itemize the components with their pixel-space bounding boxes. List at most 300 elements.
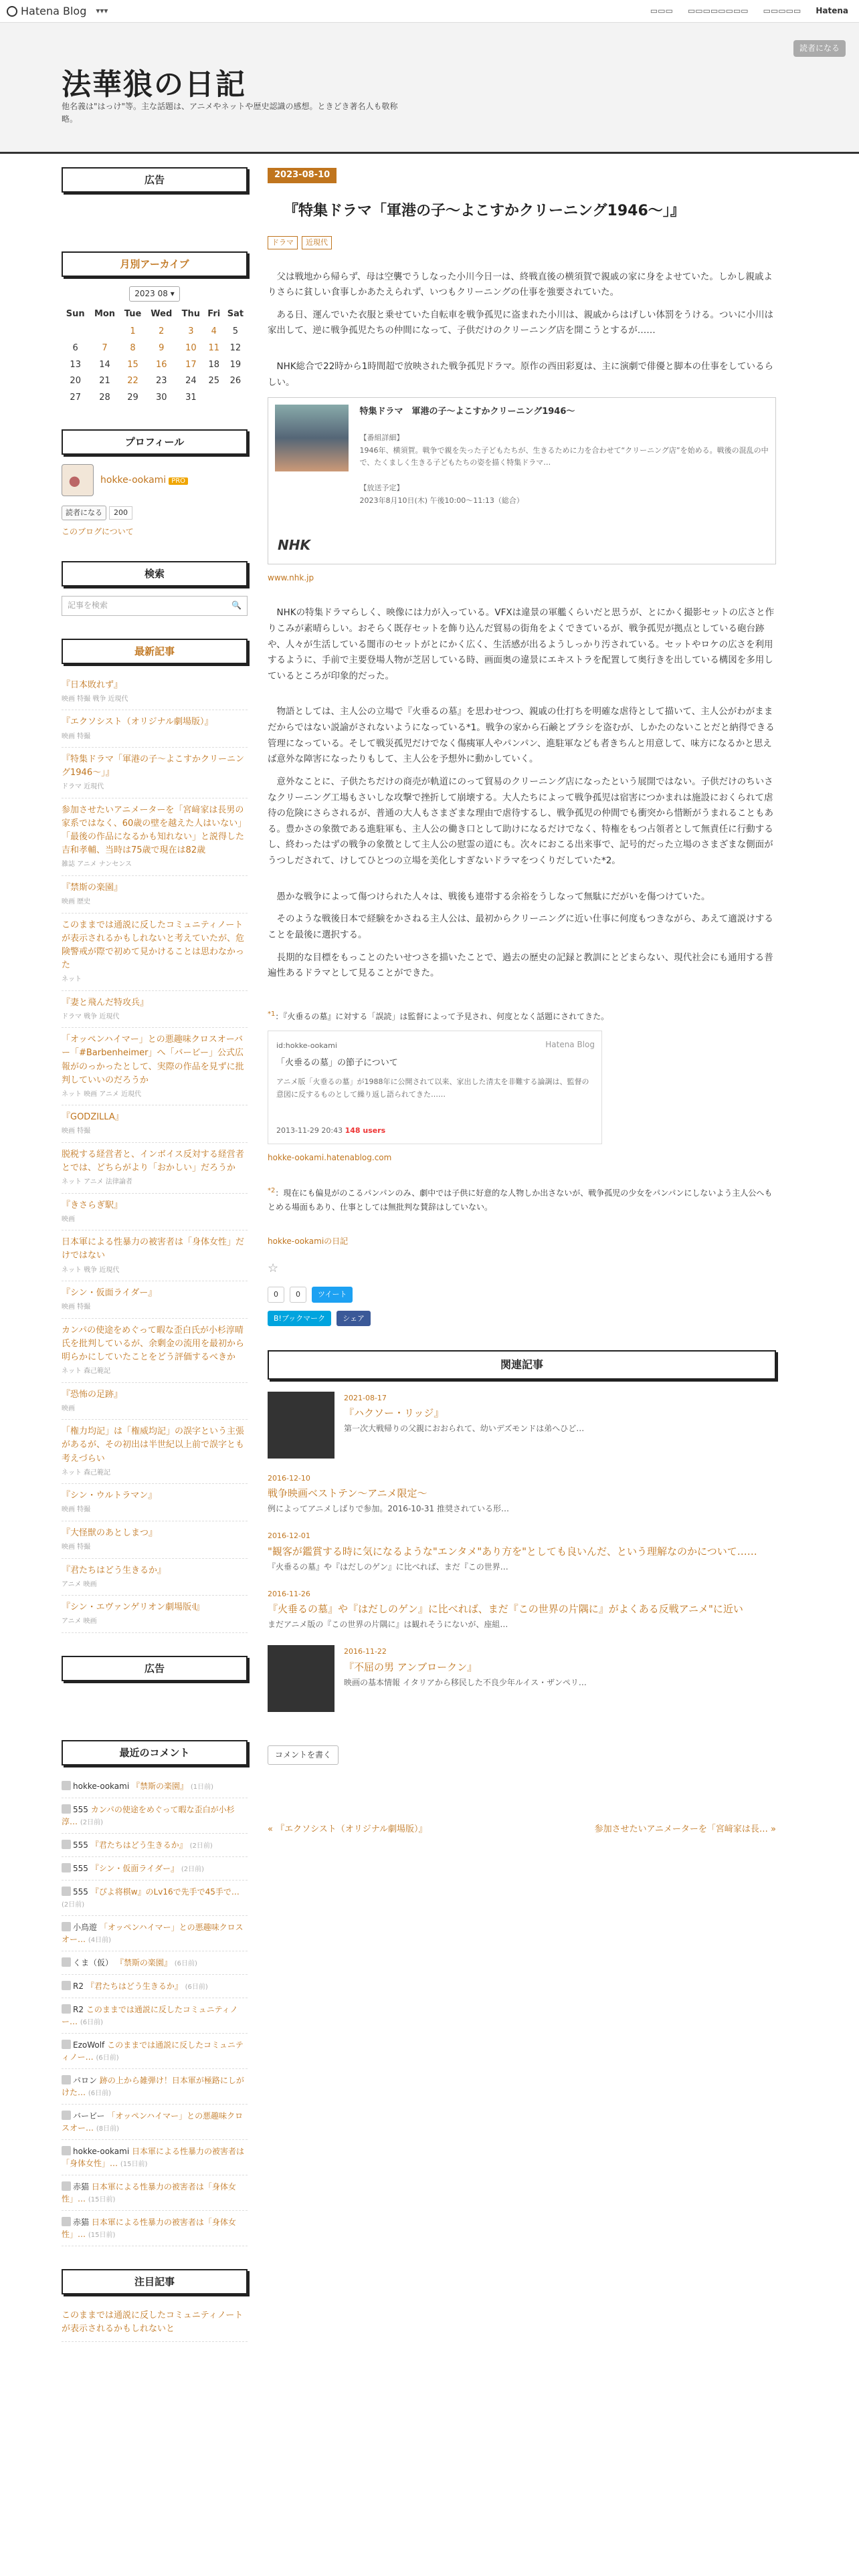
calendar-day-header: Fri [207, 309, 221, 320]
article [268, 167, 776, 1838]
calendar-day: 31 [185, 393, 197, 403]
paragraph: そのような戦後日本で経験をかさねる主人公は、最初からクリーニングに近い仕事に何度もつきながら、あえて適説けすることを最後に選択する。 [268, 914, 773, 940]
article-title[interactable]: 『特集ドラマ「軍港の子〜よこすかクリーニング1946〜」』 [284, 202, 685, 219]
related-entry [268, 1472, 776, 1517]
commenter-avatar [62, 1804, 71, 1814]
calendar-day: 29 [127, 393, 138, 403]
hatena-blog-label: Hatena Blog [21, 4, 87, 17]
comment-time: (2日前) [62, 1901, 85, 1909]
calendar-day [62, 324, 89, 340]
calendar-day: 23 [155, 376, 167, 387]
recent-comment [62, 1857, 248, 1881]
recent-comment [62, 2175, 248, 2211]
subscriber-count: 200 [109, 506, 132, 520]
calendar-day-header: Mon [94, 309, 116, 320]
related-entry-text [268, 1529, 776, 1574]
commenter-name: パロン [73, 2075, 98, 2085]
related-title-link[interactable]: 『ハクソー・リッジ』 [344, 1407, 444, 1420]
related-entry [268, 1645, 776, 1712]
latest-entry-tags[interactable]: ネット 森己範記 [62, 1368, 111, 1376]
pro-badge: PRO [169, 477, 188, 485]
featured-list [62, 2304, 248, 2342]
calendar-day: 30 [155, 393, 167, 403]
commenter-name: R2 [73, 2004, 84, 2014]
related-thumbnail[interactable] [268, 1392, 335, 1459]
latest-entry-link[interactable]: 『GODZILLA』 [62, 1112, 124, 1123]
latest-entry-tags[interactable]: 映画 特撮 [62, 1506, 91, 1514]
commenter-avatar [62, 2111, 71, 2120]
latest-entry-link[interactable]: 『日本敗れず』 [62, 679, 123, 690]
latest-entry-link[interactable]: 参加させたいアニメーターを「宮﨑家は長男の家系ではなく、60歳の壁を越えた人はいない」「最後の作品になるかも知れない」と説得した吉和孝輔、当時は75歳で現在は82歳 [62, 804, 247, 856]
latest-entry-link[interactable]: 『妻と飛んだ特攻兵』 [62, 997, 149, 1008]
paragraph: NHKの特集ドラマらしく、映像には力が入っている。VFXは違景の軍艦くらいだと思うが、とにかく撮影セットの広さと作りこみが素晴らしい。おそらく既存セットを飾り込んだ貿易の街角をよくできているが、戦争孤児が拠点としている砲台跡や、人々が生活している闇市のセットがとにかく広く、生活感が出るようしっかり汚されている。セットやロケの広さを利用するように、手前で主要登場人物が芝居している時、画面奥の違景にエキストラを配置して奥行きを出している構図を多用しているところが印象的だった。 [268, 607, 775, 681]
global-header [0, 0, 859, 23]
related-list [268, 1392, 776, 1713]
ad-module [62, 167, 248, 229]
latest-entry [62, 914, 248, 991]
related-entry-text [268, 1588, 776, 1632]
latest-entry [62, 1521, 248, 1559]
recent-comment [62, 2105, 248, 2140]
comment-time: (15日前) [120, 2160, 148, 2168]
related-desc: 第一次大戦帰りの父親におおられて、幼いデズモンドは弟へひど… [344, 1424, 585, 1434]
calendar-day[interactable]: 9 [159, 342, 165, 353]
nhk-embed-card[interactable] [268, 397, 776, 564]
ad-space-2 [62, 1691, 248, 1717]
comment-entry-link[interactable]: 『禁斯の楽園』 [115, 1957, 172, 1967]
header-item-subscriptions[interactable]: ▭▭▭▭▭▭▭▭ [687, 5, 749, 15]
comment-entry-link[interactable]: 『君たちはどう生きるか』 [86, 1981, 183, 1991]
about-link[interactable]: このブログについて [62, 526, 134, 536]
paragraph: ある日、運んでいた衣服と乗せていた自転車を戦争孤児に盗まれた小川は、親戚からはげしい体罰をうける。ついに小川は家出して、逆に戦争孤児たちの仲間になって、子供だけのクリーニング店を開こうとするが…… [268, 309, 773, 336]
hatena-embed-source[interactable]: hokke-ookami.hatenablog.com [268, 1152, 392, 1162]
calendar-day[interactable]: 17 [185, 359, 197, 370]
commenter-avatar [62, 1781, 71, 1790]
latest-entry-tags[interactable]: 映画 特撮 [62, 732, 91, 740]
embed-description: 1946年、横須賀。戦争で親を失った子どもたちが、生きるために力を合わせて“クリーニング店”を始める。戦後の混乱の中で、たくましく生きる子どもたちの姿を描く特集ドラマ… [359, 445, 769, 467]
commenter-name: hokke-ookami [73, 2146, 130, 2156]
calendar-day: 21 [99, 376, 110, 387]
featured-entry-link[interactable]: このままでは通説に反したコミュニティノートが表示されるかもしれないと [62, 2310, 244, 2334]
latest-entry [62, 1596, 248, 1633]
profile-row [62, 464, 248, 496]
footnote-1: $^{*1}$：『火垂るの墓』に対する「誤読」は監督によって予見され、何度となく話題にされてきた。 [268, 1010, 609, 1021]
global-header-right [650, 5, 848, 17]
commenter-avatar [62, 2040, 71, 2049]
featured-entry [62, 2304, 248, 2342]
latest-entry-link[interactable]: 『大怪獣のあとしまつ』 [62, 1527, 158, 1538]
embed-user: id:hokke-ookami [276, 1041, 337, 1050]
embed-schedule-label: 【放送予定】 [359, 483, 404, 492]
search-module [62, 561, 248, 616]
comment-entry-link[interactable]: 『シン・仮面ライダー』 [90, 1863, 179, 1873]
latest-entry [62, 1420, 248, 1484]
recent-comment [62, 2034, 248, 2069]
latest-entry-tags[interactable]: アニメ 映画 [62, 1580, 97, 1588]
commenter-name: 赤猫 [73, 2217, 90, 2227]
paragraph: 物語としては、主人公の立場で『火垂るの墓』を思わせつつ、親戚の仕打ちを明確な虐待として描いて、主人公がわがままだからではない説諭がされないようになっている*1。戦争の家から石鹸とブラシを盗むが、しかたのないことだと納得できる管理になっている。そして戦災孤児だけでなく傷痍軍人やパンパン、進駐軍なども者きちんと用意して、味方になるかと思えば意外な障害になったりもして、主人公を予想外に動かしていく。 [268, 706, 775, 765]
search-input[interactable] [62, 596, 248, 616]
latest-entry-tags[interactable]: ネット 森己範記 [62, 1469, 111, 1477]
article-tag[interactable]: ドラマ [268, 236, 298, 249]
latest-entry [62, 1383, 248, 1420]
latest-entry-tags[interactable]: アニメ 映画 [62, 1618, 97, 1626]
commenter-name: くま（仮） [73, 1957, 114, 1967]
comment-time: (8日前) [96, 2125, 120, 2133]
latest-entry [62, 798, 248, 876]
calendar-day: 20 [70, 376, 81, 387]
latest-entry-tags[interactable]: ネット 映画 アニメ 近現代 [62, 1090, 142, 1098]
calendar-day-header: Tue [124, 309, 142, 320]
latest-entry-link[interactable]: カンパの使途をめぐって暇な歪白氏が小杉淳晴氏を批判しているが、余剰金の流用を最初から明らかにしていたことをどう評価するべきか [62, 1325, 245, 1363]
hatena-embed-desc: アニメ版「火垂るの墓」が1988年に公開されて以来、家出した清太を非難する論調は、監督の意図に反するものとして繰り返し語られてきた…… [276, 1077, 589, 1099]
calendar-day [89, 324, 120, 340]
comment-entry-link[interactable]: このままでは通説に反したコミュニティノー… [62, 2040, 244, 2062]
comment-entry-link[interactable]: 日本軍による性暴力の被害者は「身体女性」… [62, 2146, 244, 2168]
related-date: 2016-12-10 [268, 1473, 310, 1483]
calendar-day[interactable]: 1 [130, 326, 136, 336]
featured-title: 注目記事 [62, 2269, 248, 2294]
calendar-day[interactable]: 2 [159, 326, 165, 336]
hatena-blog-embed-card[interactable] [268, 1031, 602, 1144]
calendar-day: 25 [208, 376, 219, 387]
recent-comments-title: 最近のコメント [62, 1740, 248, 1765]
profile-name[interactable]: hokke-ookami [100, 474, 167, 486]
star-icon[interactable]: ☆ [268, 1261, 279, 1275]
comment-time: (4日前) [88, 1936, 112, 1944]
latest-entries-module [62, 639, 248, 1633]
latest-entry-link[interactable]: 『特集ドラマ「軍港の子〜よこすかクリーニング1946〜」』 [62, 754, 245, 778]
latest-entry-link[interactable]: 『エクソシスト（オリジナル劇場版）』 [62, 717, 213, 728]
recent-comment [62, 2211, 248, 2246]
embed-text [359, 405, 769, 557]
commenter-name: hokke-ookami [73, 1781, 130, 1791]
commenter-avatar [62, 2146, 71, 2155]
hatena-logo-icon [7, 6, 17, 17]
related-date: 2016-12-01 [268, 1531, 310, 1541]
tweet-button[interactable]: ツイート [312, 1287, 353, 1302]
latest-entry-tags[interactable]: 映画 歴史 [62, 898, 91, 906]
comment-time: (15日前) [88, 2195, 116, 2204]
bookmark-count[interactable]: 0 [268, 1287, 284, 1302]
author-link[interactable]: hokke-ookamiの日記 [268, 1236, 349, 1246]
commenter-name: 赤猫 [73, 2181, 90, 2191]
related-date: 2016-11-22 [344, 1647, 387, 1656]
latest-entry-link[interactable]: 『シン・ウルトラマン』 [62, 1491, 157, 1501]
search-icon[interactable]: 🔍 [231, 601, 242, 611]
recent-comments-list [62, 1775, 248, 2246]
archive-module [62, 251, 248, 407]
paragraph: 長期的な目標をもっことのたいせつさを描いたことで、過去の歴史の記録と教訓にとどまらない、現代社会にも通用する普遍性あるドラマとして見ることができた。 [268, 952, 773, 979]
paragraph: NHK総合で22時から1時間超で放映された戦争孤児ドラマ。原作の西田彩夏は、主に演劇で俳優と脚本の仕事をしているらしい。 [268, 361, 774, 388]
next-entry-link[interactable]: 参加させたいアニメーターを「宮﨑家は長… » [594, 1824, 776, 1835]
latest-entry-link[interactable]: 『きさらぎ駅』 [62, 1200, 123, 1210]
comment-time: (2日前) [80, 1818, 104, 1826]
commenter-name: R2 [73, 1981, 84, 1991]
search-placeholder: 記事を検索 [68, 601, 108, 611]
recent-comment [62, 1775, 248, 1798]
archive-title[interactable]: 月別アーカイブ [62, 251, 248, 277]
calendar-day: 28 [99, 393, 110, 403]
latest-entries-list [62, 673, 248, 1633]
latest-entry [62, 1194, 248, 1231]
comment-entry-link[interactable]: カンパの使途をめぐって暇な歪白が小杉淳… [62, 1804, 235, 1826]
embed-thumbnail [275, 405, 349, 471]
calendar-day[interactable]: 10 [185, 342, 197, 353]
latest-entry-link[interactable]: 『禁斯の楽園』 [62, 882, 123, 893]
commenter-avatar [62, 2004, 71, 2014]
nhk-logo: NHK [278, 537, 310, 554]
latest-entry [62, 1319, 248, 1383]
comment-entry-link[interactable]: 『君たちはどう生きるか』 [90, 1840, 187, 1850]
ad-title: 広告 [62, 167, 248, 193]
commenter-name: 555 [73, 1804, 88, 1814]
featured-module [62, 2269, 248, 2342]
related-title: 関連記事 [268, 1350, 776, 1380]
latest-entry-link[interactable]: 「権力均記」は「権威均記」の誤字という主張があるが、その初出は半世紀以上前で誤字とも考えづらい [62, 1426, 245, 1464]
latest-entry [62, 1230, 248, 1281]
article-tags [268, 236, 776, 249]
calendar-day[interactable]: 16 [155, 359, 167, 370]
bookmark-button[interactable]: B!ブックマーク [268, 1311, 331, 1326]
avatar[interactable] [62, 464, 94, 496]
search-title: 検索 [62, 561, 248, 586]
latest-entries-title[interactable]: 最新記事 [62, 639, 248, 664]
latest-entry-link[interactable]: 『シン・エヴァンゲリオン劇場版𝄇』 [62, 1602, 205, 1613]
recent-comment [62, 2140, 248, 2175]
prev-entry-link[interactable]: « 『エクソシスト（オリジナル劇場版）』 [268, 1824, 427, 1835]
recent-comment [62, 1916, 248, 1951]
blog-title[interactable]: 法華狼の日記 [62, 68, 246, 102]
hatena-blog-logo[interactable] [7, 3, 86, 20]
calendar-day: 6 [72, 342, 78, 353]
sidebar-subscribe-button[interactable]: 読者になる [62, 506, 106, 520]
article-body [268, 270, 776, 1838]
latest-entry-link[interactable]: 「オッペンハイマー」との悪趣味クロスオーバー「#Barbenheimer」へ「バービー」公式広報がのっかったとして、実際の作品を見ずに批判していいのだろうか [62, 1035, 244, 1085]
header-item-myblog[interactable]: ▭▭▭▭▭ [763, 5, 801, 15]
share-labels [268, 1311, 776, 1326]
latest-entry [62, 1105, 248, 1143]
comment-entry-link[interactable]: このままでは通説に反したコミュニティノー… [62, 2004, 238, 2026]
calendar-day: 26 [229, 376, 242, 387]
calendar-day-header: Wed [151, 309, 173, 320]
recent-comment [62, 1834, 248, 1857]
share-buttons [268, 1287, 776, 1302]
latest-entry [62, 991, 248, 1029]
related-date: 2021-08-17 [344, 1393, 387, 1402]
latest-entry-tags[interactable]: 映画 特撮 [62, 1543, 91, 1551]
comment-time: (1日前) [190, 1783, 213, 1791]
calendar-day [205, 390, 223, 407]
latest-entry-link[interactable]: 日本軍による性暴力の被害者は「身体女性」だけではない [62, 1237, 245, 1261]
commenter-name: 555 [73, 1863, 88, 1873]
related-entry [268, 1529, 776, 1574]
latest-entry-tags[interactable]: 映画 特撮 戦争 近現代 [62, 695, 128, 703]
blog-header [0, 23, 859, 154]
latest-entry [62, 1281, 248, 1319]
footnote-2-text: 現在にも偏見がのこるパンパンのみ、劇中では子供に好意的な人物しか出さないが、戦争孤児の少女をパンパンにしないよう主人公へもとめる場面もあり、仕事としては無批判な賛辞はしていない。 [268, 1188, 773, 1212]
calendar-day[interactable]: 11 [208, 342, 219, 353]
latest-entry [62, 1484, 248, 1521]
hatena-embed-title: 「火垂るの墓」の節子について [276, 1058, 398, 1069]
calendar-day[interactable]: 3 [188, 326, 194, 336]
related-title-link[interactable]: 『火垂るの墓』や『はだしのゲン』に比べれば、まだ『この世界の片隅に』がよくある反戦アニメ"に近い [268, 1603, 743, 1616]
subscribe-widget [62, 506, 248, 520]
comment-time: (15日前) [88, 2231, 116, 2239]
commenter-avatar [62, 2217, 71, 2226]
latest-entry-tags[interactable]: ドラマ 近現代 [62, 783, 104, 791]
comment-time: (6日前) [88, 2089, 112, 2097]
latest-entry-link[interactable]: 脱税する経営者と、インボイス反対する経営者とでは、どちらがより「おかしい」だろうか [62, 1149, 244, 1174]
calendar-day [223, 390, 248, 407]
latest-entry [62, 876, 248, 914]
comment-entry-link[interactable]: 日本軍による性暴力の被害者は「身体女性」… [62, 2217, 236, 2239]
related-desc: 『火垂るの墓』や『はだしのゲン』に比べれば、まだ『この世界… [268, 1562, 508, 1572]
comment-time: (6日前) [185, 1983, 208, 1991]
hatena-link[interactable]: Hatena [816, 5, 848, 15]
commenter-avatar [62, 1840, 71, 1849]
comment-time: (6日前) [96, 2054, 119, 2062]
recent-comment [62, 1951, 248, 1975]
related-entry-text [344, 1645, 587, 1712]
latest-entry-link[interactable]: このままでは通説に反したコミュニティノートが表示されるかもしれないと考えていたが、危険警戒が際で初めて見かけることは思わなかった [62, 920, 245, 970]
related-entry [268, 1392, 776, 1459]
subscribe-button[interactable]: 読者になる [793, 40, 846, 57]
sidebar [62, 167, 248, 2365]
profile-title: プロフィール [62, 429, 248, 455]
recent-comment [62, 1798, 248, 1834]
related-entry [268, 1588, 776, 1632]
calendar-day[interactable]: 22 [127, 376, 138, 387]
embed-source-link[interactable]: www.nhk.jp [268, 573, 314, 583]
latest-entry [62, 710, 248, 748]
comment-entry-link[interactable]: 「オッペンハイマー」との悪趣味クロスオー… [62, 1922, 244, 1944]
comment-entry-link[interactable]: 「オッペンハイマー」との悪趣味クロスオー… [62, 2111, 244, 2133]
latest-entry [62, 748, 248, 798]
commenter-avatar [62, 1957, 71, 1967]
latest-entry-tags[interactable]: 雑誌 アニメ ナンセンス [62, 861, 132, 869]
comment-time: (6日前) [174, 1959, 197, 1967]
embed-label: 【番組詳細】 [359, 433, 404, 443]
commenter-avatar [62, 1863, 71, 1872]
recent-comment [62, 1975, 248, 1998]
embed-schedule: 2023年8月10日(木) 午後10:00〜11:13（総合） [359, 496, 524, 505]
profile-module [62, 429, 248, 538]
calendar-day: 27 [70, 393, 81, 403]
ad-title-2: 広告 [62, 1656, 248, 1681]
comment-entry-link[interactable]: 『禁斯の楽園』 [131, 1781, 188, 1791]
share-button[interactable]: シェア [337, 1311, 371, 1326]
blog-description: 他名義は"はっけ"等。主な話題は、アニメやネットや歴史認識の感想。ときどき著名人も敬称略。 [62, 102, 398, 124]
related-title-link[interactable]: 戦争映画ベストテン〜アニメ限定〜 [268, 1487, 427, 1500]
paragraph: 愚かな戦争によって傷つけられた人々は、戦後も連帯する余裕をうしなって無駄にだがいを傷つけていた。 [268, 891, 710, 902]
latest-entry [62, 1143, 248, 1194]
hatena-embed-date: 2013-11-29 20:43 [276, 1125, 343, 1135]
recent-comments-module [62, 1740, 248, 2246]
calendar-day[interactable]: 4 [211, 326, 217, 336]
calendar-day: 5 [232, 326, 239, 336]
paragraph: 意外なことに、子供たちだけの商売が軌道にのって貿易のクリーニング店になったという展開ではない。子供だけのちいさなクリーニング工場もさいしな攻撃で挫折して崩壊する。大人たちによって戦争孤児は宿害につかまれは施設におくられて虐待の危険にさらされるが、普通の大人もさまざまな理由で虐待するし、戦争孤児の仲間でも衝突から惜断がうまれることもある。豊かさの象徴である進駐軍も、主人公の働き口として助けになるだけでなく、特権をもつ占領者として無責任に行動するし、終わったはずの戦争の象徴として主人公の慰霊の道にも。次々におこる出来事で、記号的だった立場のさまざまな側面がうつしだされて、けしてひとつの立場を美化しすぎないドラマをつくりだしていた*2。 [268, 776, 773, 867]
latest-entry-link[interactable]: 『恐怖の足跡』 [62, 1389, 123, 1400]
latest-entry-tags[interactable]: ネット [62, 976, 82, 984]
comment-time: (2日前) [189, 1842, 213, 1850]
latest-entry-tags[interactable]: ネット アニメ 法律論者 [62, 1178, 132, 1186]
latest-entry-tags[interactable]: 映画 [62, 1215, 75, 1223]
calendar-day: 14 [99, 359, 110, 370]
comment-entry-link[interactable]: 跡の上から雑弾け！日本軍が極路にしがけた… [62, 2075, 244, 2097]
recent-comment [62, 2069, 248, 2105]
latest-entry-link[interactable]: 『シン・仮面ライダー』 [62, 1288, 157, 1299]
related-thumbnail[interactable] [268, 1645, 335, 1712]
latest-entry-tags[interactable]: ネット 戦争 近現代 [62, 1266, 120, 1274]
calendar-day: 18 [208, 359, 219, 370]
paragraph: 父は戦地から帰らず、母は空襲でうしなった小川今日一は、終戦直後の横須賀で親戚の家に身をよせていた。しかし親戚よりさらに貧しい食事しかあたえられず、いつもクリーニングの仕事を強要されていた。 [268, 271, 773, 298]
calendar-day: 13 [70, 359, 81, 370]
calendar-day-header: Sat [227, 309, 244, 320]
commenter-avatar [62, 2181, 71, 2191]
latest-entry-tags[interactable]: 映画 特撮 [62, 1128, 91, 1136]
related-title-link[interactable]: "観客が鑑賞する時に気になるような"エンタメ"あり方を"としても良いんだ、という理解なのかについて…… [268, 1545, 757, 1558]
footnote-1-text: 『火垂るの墓』に対する「誤読」は監督によって予見され、何度となく話題にされてきた。 [283, 1011, 609, 1021]
latest-entry-tags[interactable]: 映画 特撮 [62, 1303, 91, 1311]
commenter-name: 555 [73, 1887, 88, 1897]
calendar-day: 12 [229, 342, 242, 353]
global-menu[interactable]: ▾▾▾ [96, 5, 108, 15]
latest-entry [62, 673, 248, 711]
article-date[interactable]: 2023-08-10 [268, 168, 337, 183]
latest-entry-link[interactable]: 『君たちはどう生きるか』 [62, 1565, 167, 1576]
article-tag[interactable]: 近現代 [302, 236, 332, 249]
related-desc: 例によってアニメしばりで参加。2016-10-31 推奨されている形… [268, 1504, 509, 1514]
embed-title: 特集ドラマ 軍港の子〜よこすかクリーニング1946〜 [359, 407, 575, 417]
latest-entry-tags[interactable]: ドラマ 戦争 近現代 [62, 1012, 120, 1021]
calendar-day-header: Sun [66, 309, 85, 320]
latest-entry-tags[interactable]: 映画 [62, 1404, 75, 1412]
comment-time: (6日前) [80, 2018, 104, 2026]
write-comment-button[interactable]: コメントを書く [268, 1745, 339, 1765]
comment-entry-link[interactable]: 日本軍による性暴力の被害者は「身体女性」… [62, 2181, 236, 2204]
hatena-blog-brand: Hatena Blog [545, 1039, 595, 1049]
recent-comment [62, 1881, 248, 1916]
ad-module-2 [62, 1656, 248, 1717]
recent-comment [62, 1998, 248, 2034]
commenter-name: 小鳥遊 [73, 1922, 98, 1932]
comment-entry-link[interactable]: 『ぴよ将棋w』のLv16で先手で45手で… [90, 1887, 240, 1897]
comment-time: (2日前) [181, 1865, 205, 1873]
related-title-link[interactable]: 『不屈の男 アンブロークン』 [344, 1660, 478, 1673]
archive-calendar [62, 306, 248, 407]
calendar-day: 19 [229, 359, 242, 370]
calendar-day: 24 [185, 376, 197, 387]
latest-entry [62, 1559, 248, 1596]
calendar-day[interactable]: 8 [130, 342, 136, 353]
archive-month-value: 2023 08 [134, 289, 168, 298]
calendar-day[interactable]: 7 [102, 342, 108, 353]
pager [268, 1822, 776, 1838]
header-item-write[interactable]: ▭▭▭ [650, 5, 673, 15]
share-count[interactable]: 0 [290, 1287, 306, 1302]
bookmark-users[interactable]: 148 users [345, 1125, 386, 1135]
related-date: 2016-11-26 [268, 1589, 310, 1598]
related-desc: まだアニメ版の『この世界の片隅に』は観れそうにないが、座組… [268, 1620, 508, 1630]
commenter-name: 555 [73, 1840, 88, 1850]
footnote-2: $^{*2}$：現在にも偏見がのこるパンパンのみ、劇中では子供に好意的な人物しか出さないが、戦争孤児の少女をパンパンにしないよう主人公へもとめる場面もあり、仕事としては無批判な賛辞はしていない。 [268, 1186, 773, 1212]
commenter-name: バービー [73, 2111, 105, 2121]
commenter-avatar [62, 1922, 71, 1931]
commenter-avatar [62, 2075, 71, 2084]
archive-month-select[interactable]: 2023 08 ▾ [129, 286, 180, 302]
calendar-day[interactable]: 15 [127, 359, 138, 370]
